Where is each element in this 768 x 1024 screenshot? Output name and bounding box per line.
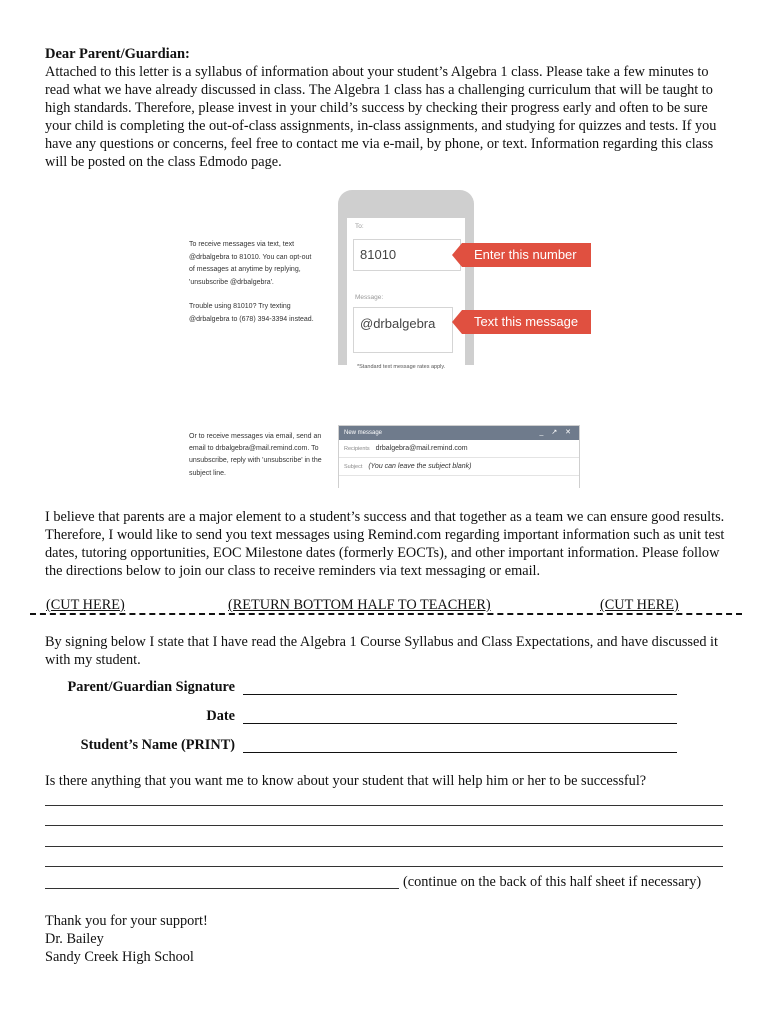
student-name-row	[45, 737, 685, 757]
subject-row	[339, 458, 579, 476]
answer-line[interactable]	[45, 866, 723, 867]
letter-greeting: Dear Parent/Guardian:	[45, 46, 190, 62]
enter-number-callout: Enter this number	[462, 243, 591, 267]
sms-alt-instruction-text: Trouble using 81010? Try texting @drbalgebra to (678) 394-3394 instead.	[189, 303, 314, 323]
cut-here-right: (CUT HERE)	[600, 597, 679, 613]
answer-line[interactable]	[45, 846, 723, 847]
cut-here-left: (CUT HERE)	[46, 597, 125, 613]
closing-block	[45, 912, 208, 966]
student-name-label: Student’s Name (PRINT)	[80, 737, 235, 753]
sms-instruction-text: To receive messages via text, text @drbalgebra to 81010. You can opt-out of messages at anytime by replying, 'unsubscribe @drbalgebra'.	[189, 241, 312, 286]
text-message-callout: Text this message	[462, 310, 591, 334]
closing-school: Sandy Creek High School	[45, 949, 194, 965]
signature-row	[45, 679, 685, 699]
answer-line[interactable]	[45, 805, 723, 806]
window-controls-icon: _ ↗ ✕	[539, 429, 574, 436]
remind-paragraph: I believe that parents are a major element to a student’s success and that together as a team we can ensure good results. Therefore, I would like to send you text messages using Remind.com regarding important information such as unit test dates, tutoring opportunities, EOC Milestone dates (formerly EOCTs), and other important information. Please follow the directions below to join our class to receive reminders via text messaging or email.	[45, 509, 725, 579]
signature-label: Parent/Guardian Signature	[67, 679, 235, 695]
recipients-row	[339, 440, 579, 458]
recipients-value: drbalgebra@mail.remind.com	[375, 445, 468, 452]
email-titlebar	[339, 426, 579, 440]
message-field: @drbalgebra	[353, 307, 453, 353]
signature-field[interactable]	[243, 694, 677, 695]
recipients-label: Recipients	[344, 446, 370, 452]
intro-paragraph: Attached to this letter is a syllabus of information about your student’s Algebra 1 class. Please take a few minutes to read what we have already discussed in class. The Algebra 1 class has a challenging curriculum that will be taught to high standards. Therefore, please invest in your child’s success by checking their progress early and often to be sure your child is completing the out-of-class assignments, in-class assignments, and studying for quizzes and tests. If you have any questions or concerns, feel free to contact me via e-mail, by phone, or text. Information regarding this class will be posted on the class Edmodo page.	[45, 64, 717, 170]
continue-note: (continue on the back of this half sheet if necessary)	[403, 874, 702, 890]
sms-instructions	[189, 239, 319, 339]
closing-thanks: Thank you for your support!	[45, 913, 208, 929]
student-question: Is there anything that you want me to know about your student that will help him or her to be successful?	[45, 773, 647, 789]
subject-label: Subject	[344, 464, 363, 470]
rates-note: *Standard text message rates apply.	[357, 364, 446, 370]
date-field[interactable]	[243, 723, 677, 724]
student-name-field[interactable]	[243, 752, 677, 753]
date-row	[45, 708, 685, 728]
date-label: Date	[206, 708, 235, 724]
phone-illustration	[338, 190, 474, 365]
phone-screen	[347, 218, 465, 365]
signing-statement: By signing below I state that I have read the Algebra 1 Course Syllabus and Class Expectations, and have discussed it with my student.	[45, 634, 719, 668]
message-label: Message:	[355, 294, 384, 301]
to-label: To:	[355, 223, 364, 230]
answer-line[interactable]	[45, 825, 723, 826]
email-window-title: New message	[344, 430, 383, 436]
closing-name: Dr. Bailey	[45, 931, 104, 947]
to-field: 81010	[353, 239, 461, 271]
answer-line-short[interactable]	[45, 888, 399, 889]
return-bottom-half: (RETURN BOTTOM HALF TO TEACHER)	[228, 597, 491, 613]
email-window-illustration	[338, 425, 580, 488]
subject-value: (You can leave the subject blank)	[368, 463, 472, 470]
email-instructions: Or to receive messages via email, send an email to drbalgebra@mail.remind.com. To unsubscribe, reply with 'unsubscribe' in the subject line.	[189, 433, 322, 477]
